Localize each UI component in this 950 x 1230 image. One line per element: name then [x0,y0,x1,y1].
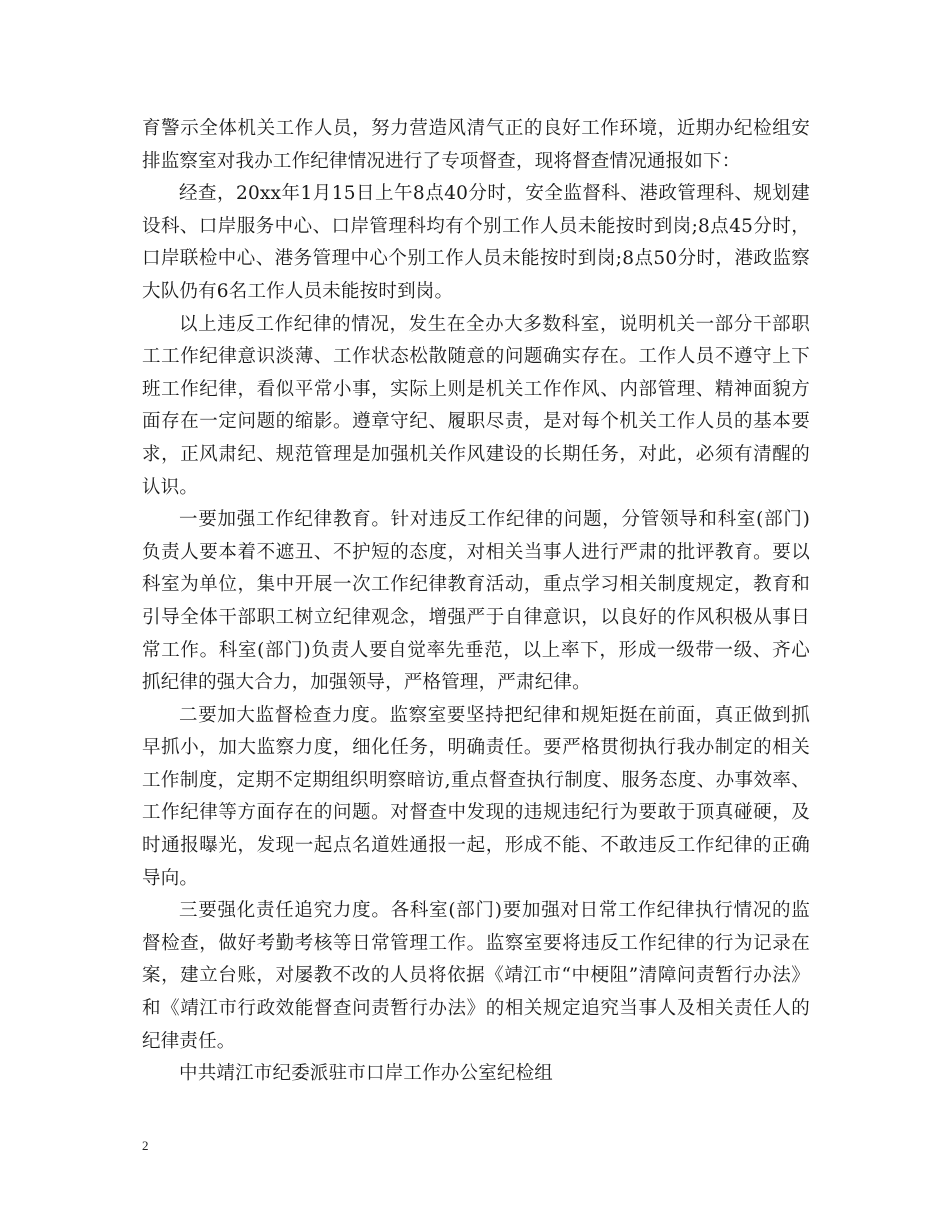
page-number: 2 [142,1138,149,1153]
paragraph-inspection-findings: 经查，20xx年1月15日上午8点40分时，安全监督科、港政管理科、规划建设科、口岸服务中心、口岸管理科均有个别工作人员未能按时到岗;8点45分时，口岸联检中心、港务管理中心个别工作人员未能按时到岗;8点50分时，港政监察大队仍有6名工作人员未能按时到岗。 [142,183,810,302]
paragraph-continuation: 育警示全体机关工作人员，努力营造风清气正的良好工作环境，近期办纪检组安排监察室对我办工作纪律情况进行了专项督查，现将督查情况通报如下： [142,118,810,172]
signature-organization: 中共靖江市纪委派驻市口岸工作办公室纪检组 [179,1063,554,1085]
paragraph-measure-three: 三要强化责任追究力度。各科室(部门)要加强对日常工作纪律执行情况的监督检查，做好考勤考核等日常管理工作。监察室要将违反工作纪律的行为记录在案，建立台账，对屡教不改的人员将依据《靖江市“中梗阻”清障问责暂行办法》和《靖江市行政效能督查问责暂行办法》的相关规定追究当事人及相关责任人的纪律责任。 [142,900,810,1052]
paragraph-measure-two: 二要加大监督检查力度。监察室要坚持把纪律和规矩挺在前面，真正做到抓早抓小，加大监察力度，细化任务，明确责任。要严格贯彻执行我办制定的相关工作制度，定期不定期组织明察暗访,重点督查执行制度、服务态度、办事效率、工作纪律等方面存在的问题。对督查中发现的违规违纪行为要敢于顶真碰硬，及时通报曝光，发现一起点名道姓通报一起，形成不能、不敢违反工作纪律的正确导向。 [142,704,810,889]
paragraph-measure-one: 一要加强工作纪律教育。针对违反工作纪律的问题，分管领导和科室(部门)负责人要本着不遮丑、不护短的态度，对相关当事人进行严肃的批评教育。要以科室为单位，集中开展一次工作纪律教育活动，重点学习相关制度规定，教育和引导全体干部职工树立纪律观念，增强严于自律意识，以良好的作风积极从事日常工作。科室(部门)负责人要自觉率先垂范，以上率下，形成一级带一级、齐心抓纪律的强大合力，加强领导，严格管理，严肃纪律。 [142,509,810,694]
paragraph-analysis: 以上违反工作纪律的情况，发生在全办大多数科室，说明机关一部分干部职工工作纪律意识淡薄、工作状态松散随意的问题确实存在。工作人员不遵守上下班工作纪律，看似平常小事，实际上则是机关工作作风、内部管理、精神面貌方面存在一定问题的缩影。遵章守纪、履职尽责，是对每个机关工作人员的基本要求，正风肃纪、规范管理是加强机关作风建设的长期任务，对此，必须有清醒的认识。 [142,313,810,498]
document-body [142,113,810,1091]
